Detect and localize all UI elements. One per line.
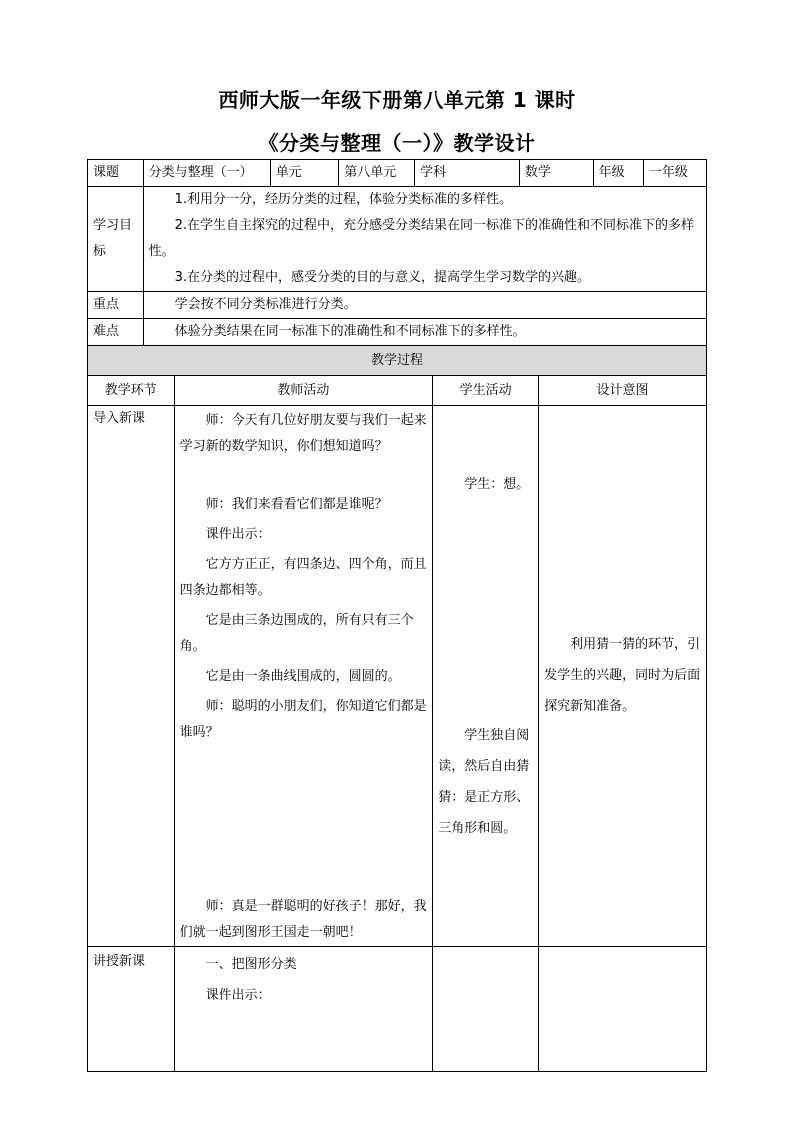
subject-value: 数学 bbox=[519, 160, 593, 187]
column-header-intent: 设计意图 bbox=[539, 376, 707, 406]
teacher-line: 课件出示： bbox=[205, 527, 271, 542]
teacher-line: 师：真是一群聪明的好孩子！那好，我们就一起到图形王国走一朝吧！ bbox=[179, 899, 427, 940]
difficulty-value: 体验分类结果在同一标准下的准确性和不同标准下的多样性。 bbox=[143, 319, 706, 346]
teacher-line: 它是由一条曲线围成的，圆圆的。 bbox=[205, 669, 401, 684]
new-lesson-stage: 讲授新课 bbox=[88, 947, 175, 1072]
grade-value: 一年级 bbox=[643, 160, 706, 187]
lesson-plan-table bbox=[87, 159, 707, 1072]
subject-label: 学科 bbox=[415, 160, 520, 187]
goal-item: 1.利用分一分，经历分类的过程，体验分类标准的多样性。 bbox=[174, 192, 512, 207]
student-line: 学生独自阅读，然后自由猜猜：是正方形、三角形和圆。 bbox=[438, 728, 530, 836]
unit-label: 单元 bbox=[270, 160, 338, 187]
new-lesson-student-activity bbox=[433, 947, 539, 1072]
topic-value: 分类与整理（一） bbox=[143, 160, 270, 187]
teacher-line: 师：聪明的小朋友们，你知道它们都是谁吗？ bbox=[179, 699, 427, 740]
teacher-line: 它方方正正，有四条边、四个角，而且四条边都相等。 bbox=[179, 557, 427, 598]
column-header-teacher: 教师活动 bbox=[174, 376, 433, 406]
key-point-value: 学会按不同分类标准进行分类。 bbox=[143, 292, 706, 319]
goals-content bbox=[143, 187, 706, 292]
intro-student-activity bbox=[433, 406, 539, 947]
goals-label: 学习目标 bbox=[88, 187, 144, 292]
document-subtitle: 《分类与整理（一）》教学设计 bbox=[258, 131, 536, 155]
new-lesson-teacher-activity bbox=[174, 947, 433, 1072]
intro-teacher-activity bbox=[174, 406, 433, 947]
goal-item: 3.在分类的过程中，感受分类的目的与意义，提高学生学习数学的兴趣。 bbox=[174, 270, 590, 285]
difficulty-label: 难点 bbox=[88, 319, 144, 346]
teacher-line: 师：今天有几位好朋友要与我们一起来学习新的数学知识，你们想知道吗？ bbox=[179, 413, 427, 454]
topic-label: 课题 bbox=[88, 160, 144, 187]
unit-value: 第八单元 bbox=[339, 160, 415, 187]
process-header: 教学过程 bbox=[88, 346, 707, 376]
teacher-line: 它是由三条边围成的，所有只有三个角。 bbox=[179, 613, 414, 654]
teacher-line: 一、把图形分类 bbox=[205, 957, 297, 972]
goal-item: 2.在学生自主探究的过程中，充分感受分类结果在同一标准下的准确性和不同标准下的多样性。 bbox=[148, 218, 694, 259]
column-header-stage: 教学环节 bbox=[88, 376, 175, 406]
teacher-line: 课件出示： bbox=[205, 988, 271, 1003]
grade-label: 年级 bbox=[593, 160, 643, 187]
new-lesson-design-intent bbox=[539, 947, 707, 1072]
student-line: 学生：想。 bbox=[464, 477, 530, 492]
key-point-label: 重点 bbox=[88, 292, 144, 319]
document-title: 西师大版一年级下册第八单元第 1 课时 bbox=[218, 88, 576, 112]
intent-text: 利用猜一猜的环节，引发学生的兴趣，同时为后面探究新知准备。 bbox=[544, 637, 701, 714]
intro-design-intent bbox=[539, 406, 707, 947]
intro-stage: 导入新课 bbox=[88, 406, 175, 947]
teacher-line: 师：我们来看看它们都是谁呢？ bbox=[205, 497, 388, 512]
column-header-student: 学生活动 bbox=[433, 376, 539, 406]
